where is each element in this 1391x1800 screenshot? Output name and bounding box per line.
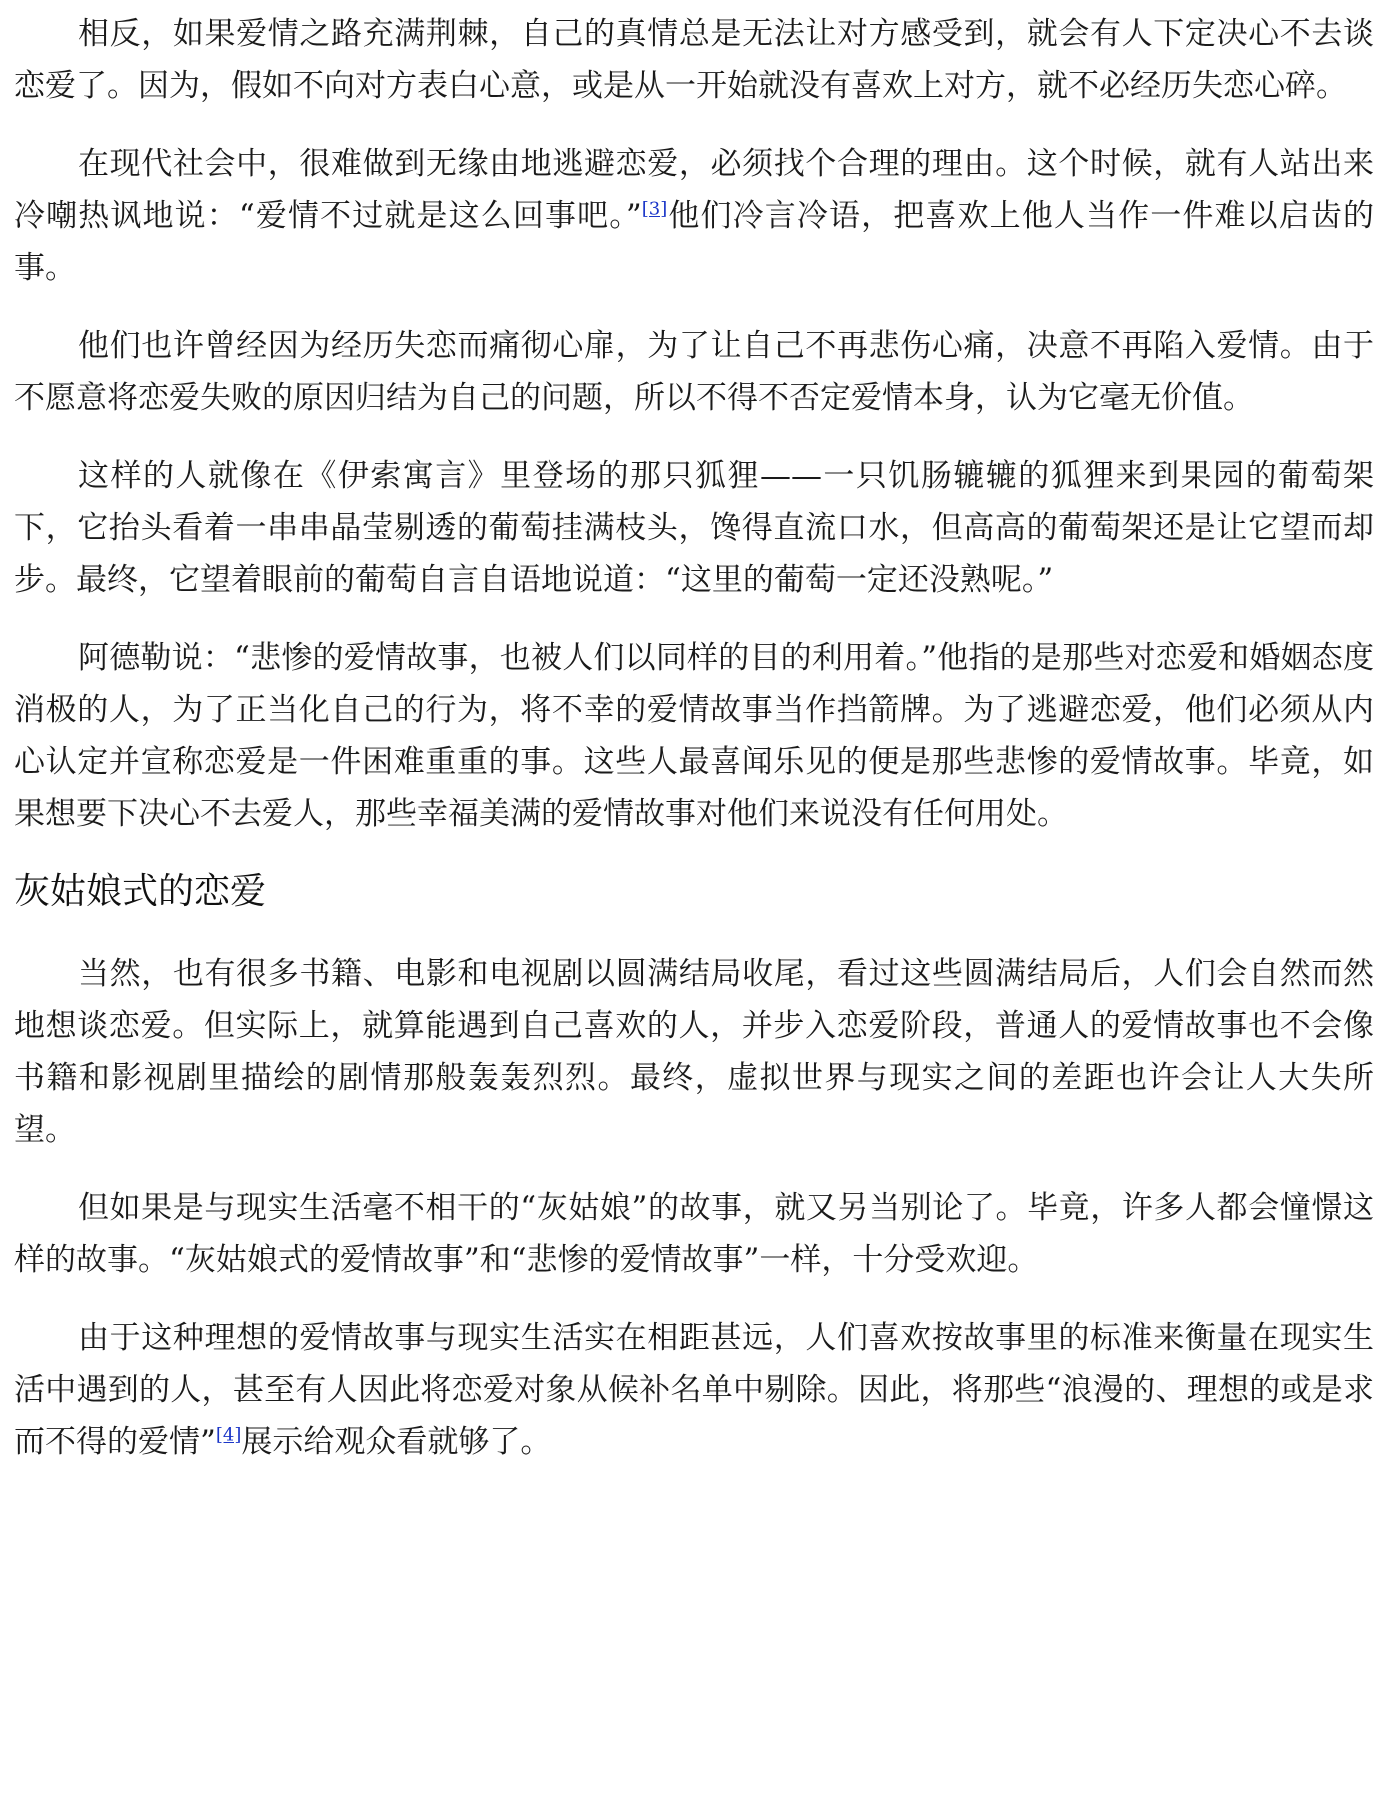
- paragraph-text: 当然，也有很多书籍、电影和电视剧以圆满结局收尾，看过这些圆满结局后，人们会自然而然地想谈恋爱。但实际上，就算能遇到自己喜欢的人，并步入恋爱阶段，普通人的爱情故事也不会像书籍和影视剧里描绘的剧情那般轰轰烈烈。最终，虚拟世界与现实之间的差距也许会让人大失所望。: [14, 956, 1374, 1148]
- paragraph: [14, 8, 1374, 112]
- paragraph-text-continued: 展示给观众看就够了。: [241, 1424, 552, 1460]
- document-page: [14, 8, 1374, 1494]
- paragraph: [14, 450, 1374, 606]
- paragraph: [14, 632, 1374, 840]
- footnote-link-4[interactable]: [4]: [215, 1424, 242, 1446]
- footnote-link-3[interactable]: [3]: [641, 198, 668, 220]
- paragraph-text: 但如果是与现实生活毫不相干的“灰姑娘”的故事，就又另当别论了。毕竟，许多人都会憧憬这样的故事。“灰姑娘式的爱情故事”和“悲惨的爱情故事”一样，十分受欢迎。: [14, 1190, 1374, 1278]
- paragraph-text: 这样的人就像在《伊索寓言》里登场的那只狐狸——一只饥肠辘辘的狐狸来到果园的葡萄架下，它抬头看着一串串晶莹剔透的葡萄挂满枝头，馋得直流口水，但高高的葡萄架还是让它望而却步。最终，它望着眼前的葡萄自言自语地说道：“这里的葡萄一定还没熟呢。”: [14, 458, 1374, 598]
- paragraph: [14, 1312, 1374, 1468]
- paragraph-text: 阿德勒说：“悲惨的爱情故事，也被人们以同样的目的利用着。”他指的是那些对恋爱和婚姻态度消极的人，为了正当化自己的行为，将不幸的爱情故事当作挡箭牌。为了逃避恋爱，他们必须从内心认定并宣称恋爱是一件困难重重的事。这些人最喜闻乐见的便是那些悲惨的爱情故事。毕竟，如果想要下决心不去爱人，那些幸福美满的爱情故事对他们来说没有任何用处。: [14, 640, 1374, 832]
- paragraph: [14, 948, 1374, 1156]
- paragraph: [14, 320, 1374, 424]
- paragraph-text: 由于这种理想的爱情故事与现实生活实在相距甚远，人们喜欢按故事里的标准来衡量在现实生活中遇到的人，甚至有人因此将恋爱对象从候补名单中剔除。因此，将那些“浪漫的、理想的或是求而不得的爱情”: [14, 1320, 1374, 1460]
- paragraph-text: 在现代社会中，很难做到无缘由地逃避恋爱，必须找个合理的理由。这个时候，就有人站出来冷嘲热讽地说：“爱情不过就是这么回事吧。”: [14, 146, 1374, 234]
- paragraph: [14, 138, 1374, 294]
- paragraph: [14, 1182, 1374, 1286]
- paragraph-text: 相反，如果爱情之路充满荆棘，自己的真情总是无法让对方感受到，就会有人下定决心不去谈恋爱了。因为，假如不向对方表白心意，或是从一开始就没有喜欢上对方，就不必经历失恋心碎。: [14, 16, 1374, 104]
- paragraph-text: 他们也许曾经因为经历失恋而痛彻心扉，为了让自己不再悲伤心痛，决意不再陷入爱情。由于不愿意将恋爱失败的原因归结为自己的问题，所以不得不否定爱情本身，认为它毫无价值。: [14, 328, 1374, 416]
- paragraph-text-continued: 他们冷言冷语，把喜欢上他人当作一件难以启齿的事。: [14, 198, 1374, 286]
- section-heading: 灰姑娘式的恋爱: [14, 871, 267, 912]
